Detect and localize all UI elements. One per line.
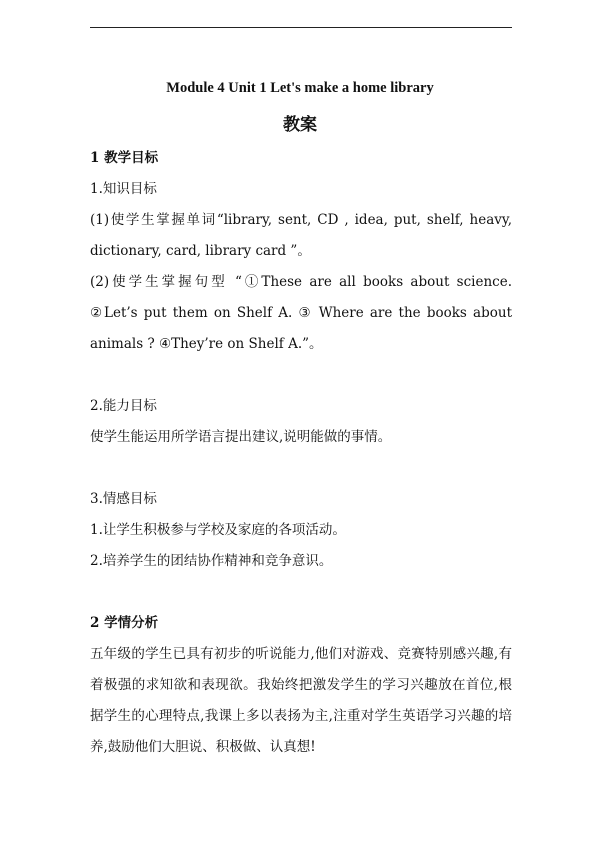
emotion-item-1: 1.让学生积极参与学校及家庭的各项活动。 bbox=[90, 522, 346, 538]
analysis-text: 五年级的学生已具有初步的听说能力,他们对游戏、竞赛特别感兴趣,有着极强的求知欲和表现欲。我始终把激发学生的学习兴趣放在首位,根据学生的心理特点,我课上多以表扬为主,注重对学生英语学习兴趣的培养,鼓励他们大胆说、积极做、认真想! bbox=[90, 646, 512, 755]
subheading-knowledge: 1.知识目标 bbox=[90, 181, 157, 197]
document-body bbox=[90, 143, 512, 763]
document-subtitle: 教案 bbox=[283, 115, 317, 135]
section-heading-analysis: 2 学情分析 bbox=[90, 615, 159, 631]
subheading-ability: 2.能力目标 bbox=[90, 398, 157, 414]
document-title: Module 4 Unit 1 Let's make a home library bbox=[166, 80, 434, 96]
header-rule bbox=[90, 27, 512, 28]
knowledge-item-1: (1)使学生掌握单词“library, sent, CD , idea, put, shelf, heavy, dictionary, card, library card ”。 bbox=[90, 212, 512, 259]
ability-text: 使学生能运用所学语言提出建议,说明能做的事情。 bbox=[90, 429, 392, 445]
spacer bbox=[90, 360, 512, 391]
subheading-emotion: 3.情感目标 bbox=[90, 491, 157, 507]
emotion-item-2: 2.培养学生的团结协作精神和竞争意识。 bbox=[90, 553, 333, 569]
spacer bbox=[90, 577, 512, 608]
spacer bbox=[90, 453, 512, 484]
knowledge-item-2: (2)使学生掌握句型 “①These are all books about science. ②Let’s put them on Shelf A. ③ Where are the books about animals ? ④They’re on Shelf A.”。 bbox=[90, 274, 512, 352]
section-heading-objectives: 1 教学目标 bbox=[90, 150, 159, 166]
